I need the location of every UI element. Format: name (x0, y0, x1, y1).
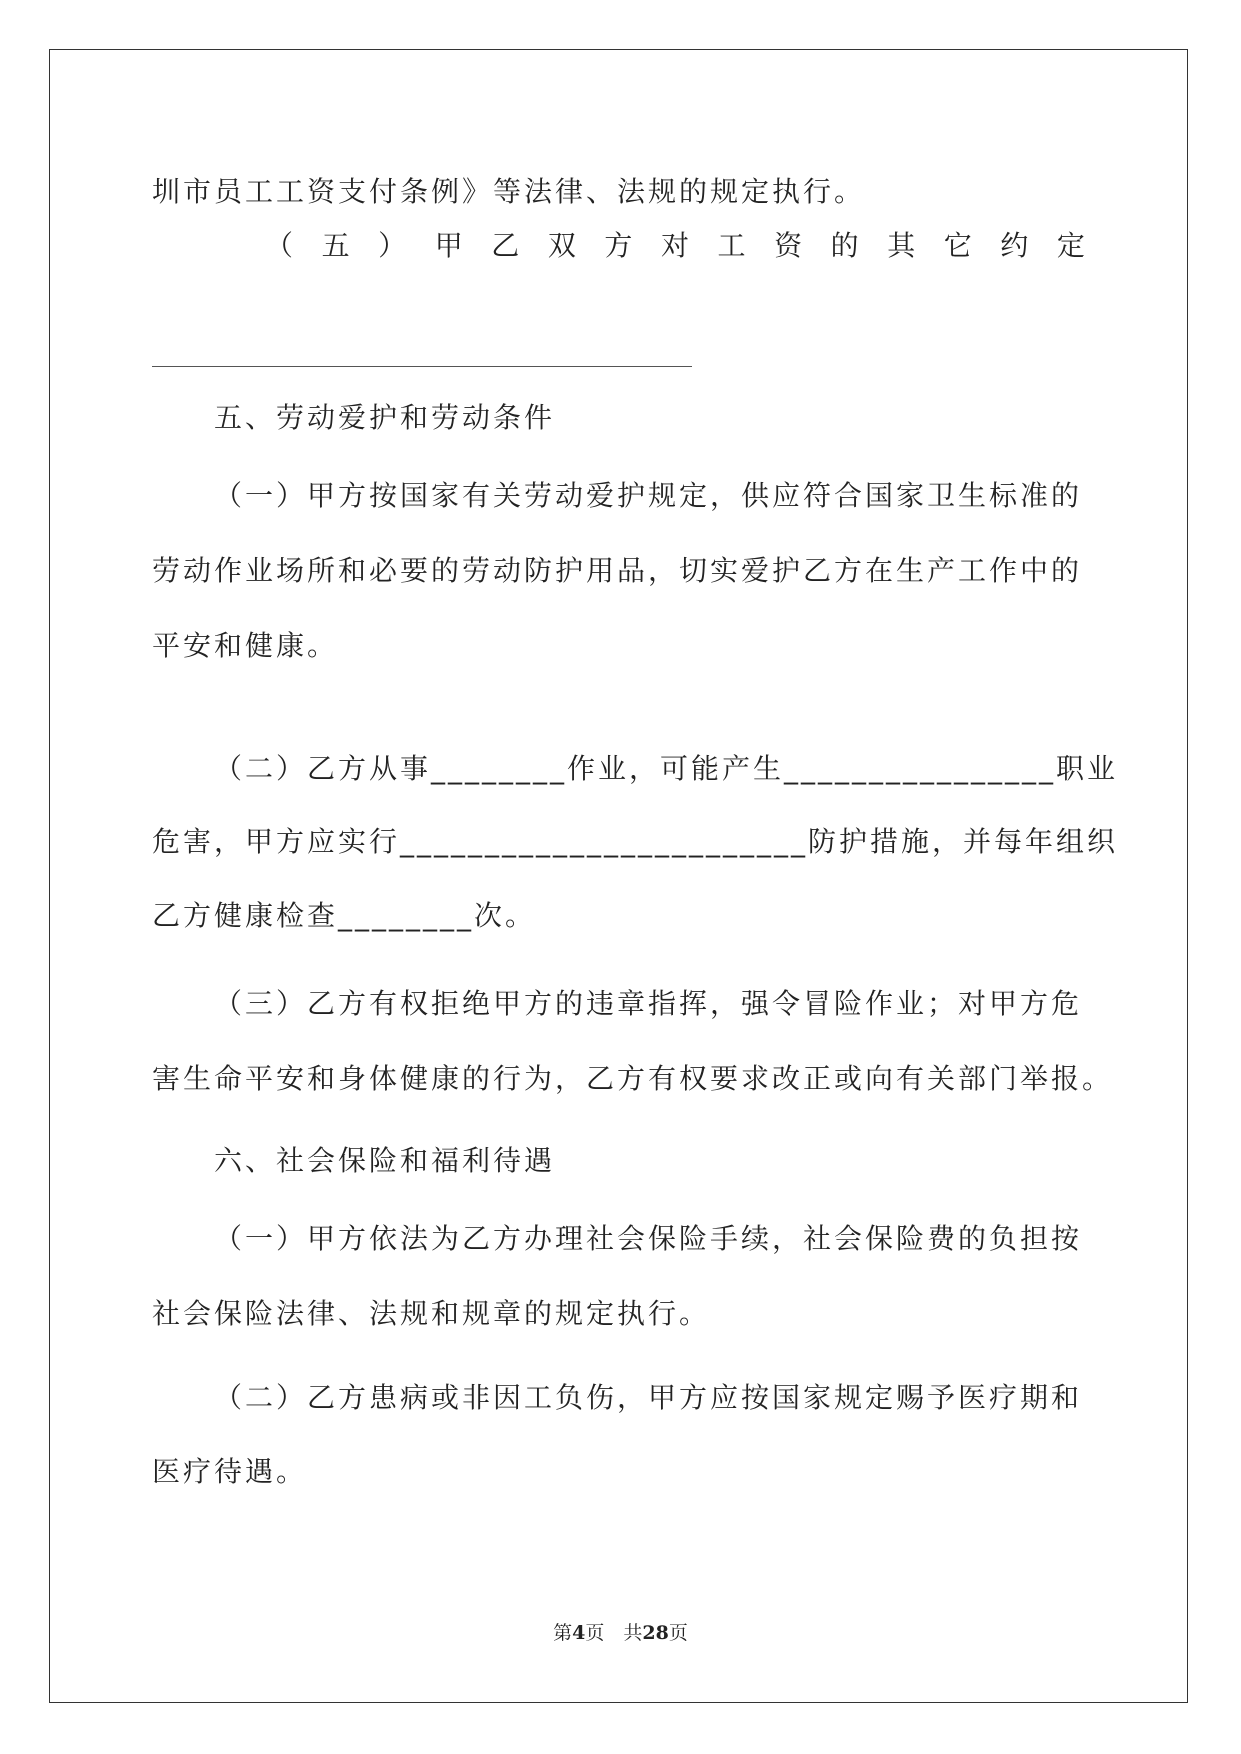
heading-char: 方 (604, 229, 633, 262)
heading-char: 它 (943, 229, 972, 262)
heading-char: 的 (830, 229, 859, 262)
heading-char: 双 (547, 229, 576, 262)
paragraph-line: 圳市员工工资支付条例》等法律、法规的规定执行。 (152, 175, 866, 208)
section-heading-5: 五、劳动爱护和劳动条件 (214, 401, 556, 434)
paragraph-line: 医疗待遇。 (152, 1455, 308, 1488)
paragraph-line: 社会保险法律、法规和规章的规定执行。 (152, 1297, 711, 1330)
fill-in-blank-line (152, 366, 692, 367)
paragraph-line: （二）乙方患病或非因工负伤，甲方应按国家规定赐予医疗期和 (214, 1381, 1083, 1414)
paragraph-line: 乙方健康检查________次。 (152, 899, 537, 932)
heading-char: 甲 (434, 229, 463, 262)
paragraph-line: 危害，甲方应实行________________________防护措施，并每年组织 (152, 825, 1119, 858)
heading-char: ） (378, 229, 407, 262)
paragraph-line: 平安和健康。 (152, 629, 339, 662)
page-number: 4 (572, 1622, 586, 1644)
section-heading-6: 六、社会保险和福利待遇 (214, 1144, 556, 1177)
paragraph-line: 劳动作业场所和必要的劳动防护用品，切实爱护乙方在生产工作中的 (152, 554, 1083, 587)
heading-char: （ (265, 229, 294, 262)
heading-char: 五 (321, 229, 350, 262)
paragraph-line: （二）乙方从事________作业，可能产生________________职业 (214, 752, 1119, 785)
heading-char: 约 (1000, 229, 1029, 262)
paragraph-line: （三）乙方有权拒绝甲方的违章指挥，强令冒险作业；对甲方危 (214, 987, 1083, 1020)
heading-char: 对 (660, 229, 689, 262)
paragraph-line: （一）甲方依法为乙方办理社会保险手续，社会保险费的负担按 (214, 1222, 1083, 1255)
heading-char: 乙 (491, 229, 520, 262)
paragraph-line: （一）甲方按国家有关劳动爱护规定，供应符合国家卫生标准的 (214, 479, 1083, 512)
footer-prefix: 第 (553, 1622, 573, 1644)
paragraph-heading-five (265, 226, 1085, 266)
heading-char: 资 (774, 229, 803, 262)
heading-char: 定 (1056, 229, 1085, 262)
page-footer (0, 1618, 1241, 1645)
total-pages: 28 (642, 1622, 669, 1644)
heading-char: 工 (717, 229, 746, 262)
footer-suffix: 页 (668, 1622, 688, 1644)
heading-char: 其 (887, 229, 916, 262)
footer-mid: 页 共 (585, 1622, 643, 1644)
paragraph-line: 害生命平安和身体健康的行为，乙方有权要求改正或向有关部门举报。 (152, 1062, 1114, 1095)
